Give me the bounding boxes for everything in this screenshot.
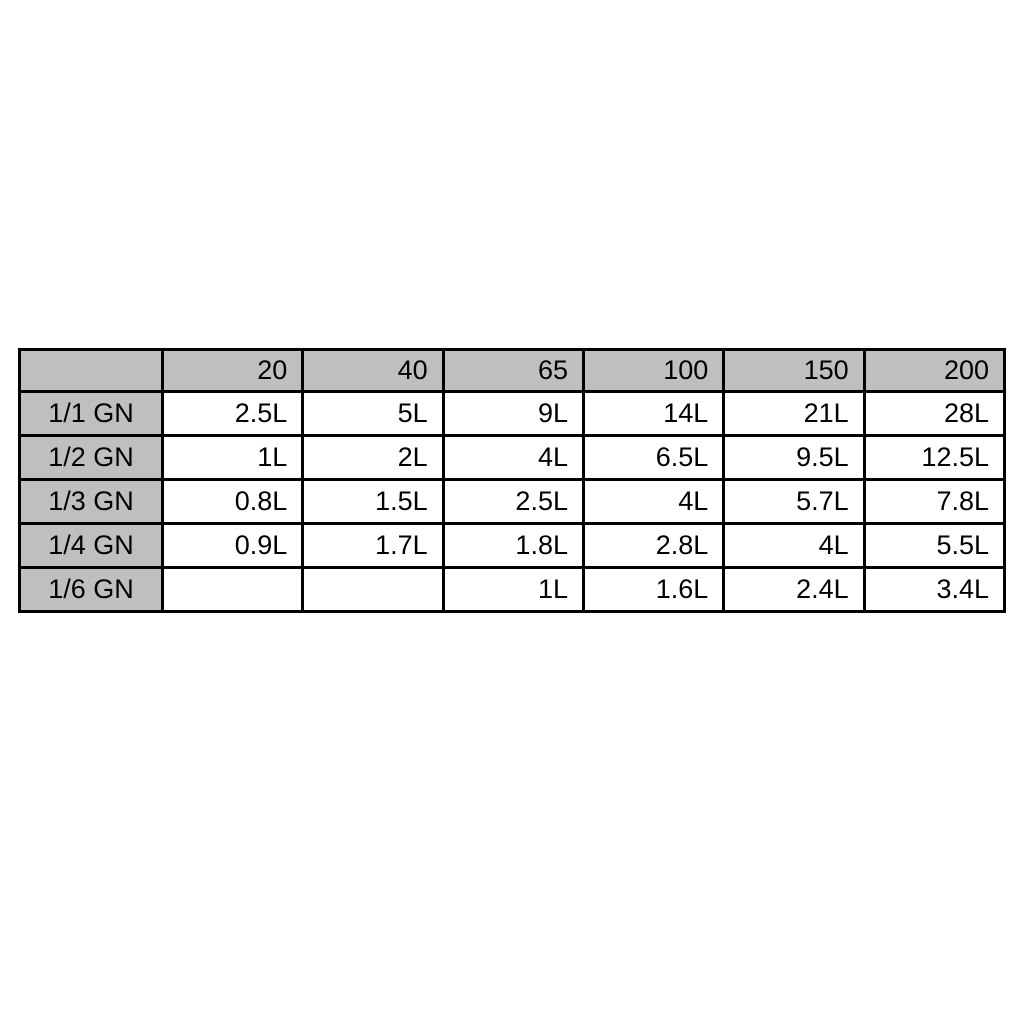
depth-header-100: 100 [583, 350, 723, 392]
capacity-cell: 9.5L [724, 436, 864, 480]
capacity-cell: 1.7L [303, 524, 443, 568]
capacity-cell: 4L [724, 524, 864, 568]
capacity-cell: 14L [583, 392, 723, 436]
capacity-cell [163, 568, 303, 612]
capacity-table [18, 348, 1006, 613]
capacity-cell: 28L [864, 392, 1004, 436]
table-row [20, 524, 1005, 568]
table-row [20, 480, 1005, 524]
capacity-cell: 7.8L [864, 480, 1004, 524]
table-row [20, 436, 1005, 480]
row-label: 1/6 GN [20, 568, 163, 612]
row-label: 1/1 GN [20, 392, 163, 436]
capacity-cell: 1L [443, 568, 583, 612]
capacity-cell: 0.9L [163, 524, 303, 568]
depth-header-40: 40 [303, 350, 443, 392]
capacity-cell [303, 568, 443, 612]
capacity-cell: 1L [163, 436, 303, 480]
row-label: 1/2 GN [20, 436, 163, 480]
table-row [20, 568, 1005, 612]
capacity-cell: 4L [443, 436, 583, 480]
capacity-cell: 2.4L [724, 568, 864, 612]
row-label: 1/3 GN [20, 480, 163, 524]
capacity-cell: 2.8L [583, 524, 723, 568]
capacity-cell: 5.5L [864, 524, 1004, 568]
capacity-cell: 21L [724, 392, 864, 436]
capacity-cell: 6.5L [583, 436, 723, 480]
depth-header-65: 65 [443, 350, 583, 392]
capacity-cell: 5L [303, 392, 443, 436]
header-row [20, 350, 1005, 392]
capacity-cell: 0.8L [163, 480, 303, 524]
capacity-cell: 4L [583, 480, 723, 524]
capacity-cell: 5.7L [724, 480, 864, 524]
table-row [20, 392, 1005, 436]
depth-header-20: 20 [163, 350, 303, 392]
capacity-cell: 9L [443, 392, 583, 436]
corner-cell [20, 350, 163, 392]
capacity-cell: 12.5L [864, 436, 1004, 480]
row-label: 1/4 GN [20, 524, 163, 568]
capacity-cell: 1.5L [303, 480, 443, 524]
capacity-cell: 2.5L [443, 480, 583, 524]
capacity-cell: 3.4L [864, 568, 1004, 612]
capacity-cell: 1.6L [583, 568, 723, 612]
depth-header-150: 150 [724, 350, 864, 392]
capacity-cell: 2L [303, 436, 443, 480]
depth-header-200: 200 [864, 350, 1004, 392]
capacity-cell: 1.8L [443, 524, 583, 568]
capacity-cell: 2.5L [163, 392, 303, 436]
